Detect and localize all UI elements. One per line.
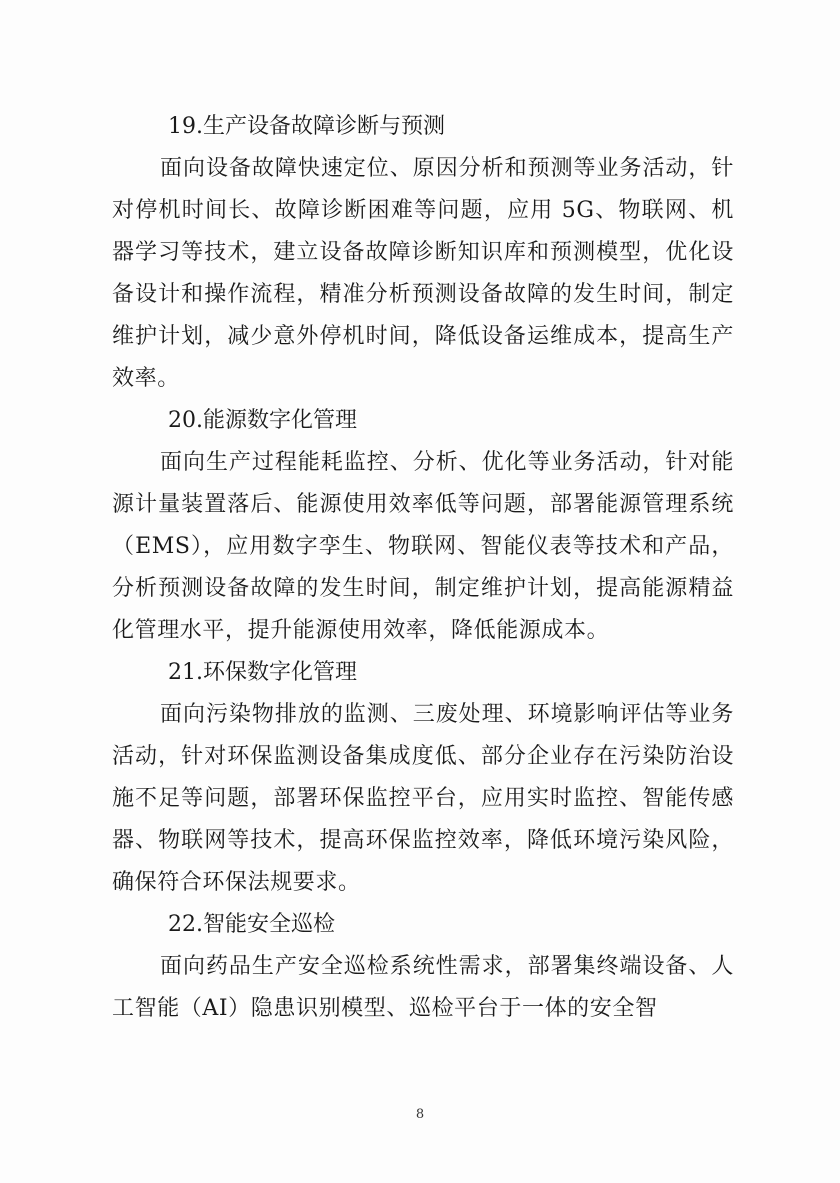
section-21 [112, 652, 734, 904]
document-body [112, 106, 734, 1030]
section-heading: 19.生产设备故障诊断与预测 [168, 114, 445, 139]
section-heading: 21.环保数字化管理 [168, 660, 357, 685]
section-paragraph: 面向生产过程能耗监控、分析、优化等业务活动，针对能源计量装置落后、能源使用效率低等问题，部署能源管理系统（EMS），应用数字孪生、物联网、智能仪表等技术和产品，分析预测设备故障的发生时间，制定维护计划，提高能源精益化管理水平，提升能源使用效率，降低能源成本。 [112, 450, 734, 643]
section-20 [112, 400, 734, 652]
page-number: 8 [415, 1107, 425, 1122]
section-paragraph: 面向药品生产安全巡检系统性需求，部署集终端设备、人工智能（AI）隐患识别模型、巡检平台于一体的安全智 [112, 954, 734, 1021]
section-heading: 22.智能安全巡检 [168, 912, 335, 937]
section-heading: 20.能源数字化管理 [168, 408, 357, 433]
section-paragraph: 面向污染物排放的监测、三废处理、环境影响评估等业务活动，针对环保监测设备集成度低、部分企业存在污染防治设施不足等问题，部署环保监控平台，应用实时监控、智能传感器、物联网等技术，提高环保监控效率，降低环境污染风险，确保符合环保法规要求。 [112, 702, 734, 895]
section-22 [112, 904, 734, 1030]
section-19 [112, 106, 734, 400]
section-paragraph: 面向设备故障快速定位、原因分析和预测等业务活动，针对停机时间长、故障诊断困难等问题，应用 5G、物联网、机器学习等技术，建立设备故障诊断知识库和预测模型，优化设备设计和操作流程，精准分析预测设备故障的发生时间，制定维护计划，减少意外停机时间，降低设备运维成本，提高生产效率。 [112, 156, 734, 391]
